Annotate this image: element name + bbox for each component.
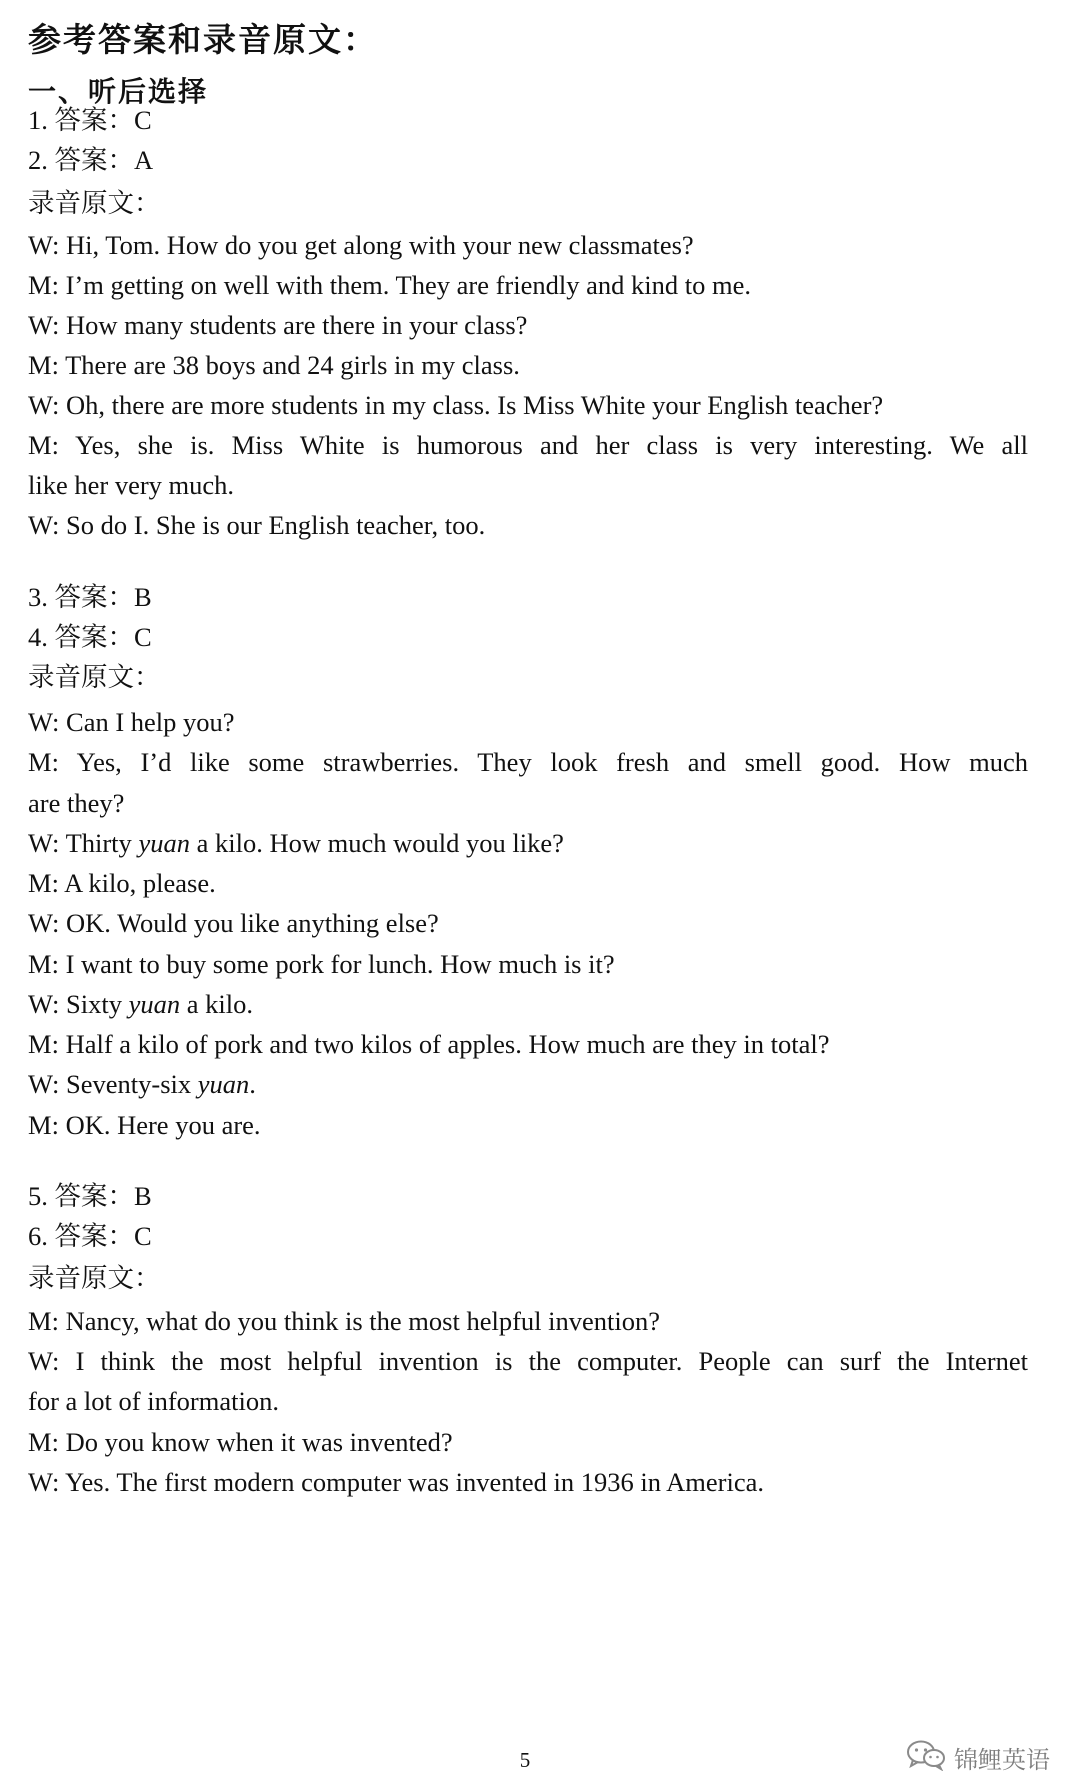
watermark-text: 锦鲤英语 [954,1745,1050,1774]
dialogue-line [28,746,1028,778]
dialogue-line [28,1109,261,1141]
speaker: W: [28,1467,60,1497]
speaker: M: [28,1029,59,1059]
answer-line [28,1180,152,1213]
answer-number: 6. [28,1221,48,1251]
dialogue-italic: yuan [128,989,181,1019]
speaker: W: [28,230,60,260]
dialogue-line [28,229,694,261]
dialogue-text-post: . [249,1069,256,1099]
section-title: 一、听后选择 [28,75,209,108]
dialogue-text-post: a kilo. How much would you like? [189,828,564,858]
dialogue-text-pre: Thirty [65,828,139,858]
answer-number: 4. [28,622,48,652]
answer-value: C [134,105,152,135]
dialogue-text: So do I. She is our English teacher, too. [66,510,486,540]
dialogue-line [28,389,883,421]
speaker: M: [28,747,59,777]
answer-label: 答案： [54,145,134,176]
dialogue-line [28,988,253,1020]
dialogue-continuation: like her very much. [28,470,235,500]
dialogue-italic: yuan [197,1069,250,1099]
dialogue-line [28,349,520,381]
speaker: M: [28,430,59,460]
answer-value: C [134,1221,152,1251]
speaker: W: [28,908,60,938]
dialogue-line [28,429,1028,461]
answer-line [28,581,152,614]
dialogue-text: There are 38 boys and 24 girls in my class. [65,350,520,380]
dialogue-text: Oh, there are more students in my class. Is Miss White your English teacher? [66,390,884,420]
transcript-label: 录音原文： [28,1263,161,1294]
dialogue-text: Hi, Tom. How do you get along with your new classmates? [66,230,694,260]
dialogue-text: Can I help you? [66,707,235,737]
dialogue-line [28,1305,660,1337]
speaker: W: [28,390,60,420]
dialogue-text: OK. Would you like anything else? [66,908,439,938]
dialogue-text: Nancy, what do you think is the most helpful invention? [65,1306,661,1336]
dialogue-line [28,1068,256,1100]
answer-line [28,621,152,654]
dialogue-text: Do you know when it was invented? [65,1427,453,1457]
dialogue-continuation: are they? [28,788,125,818]
speaker: W: [28,707,60,737]
answer-number: 2. [28,145,48,175]
speaker: W: [28,510,60,540]
speaker: M: [28,270,59,300]
watermark [906,1739,1050,1775]
page-number: 5 [519,1748,531,1772]
dialogue-italic: yuan [138,828,190,858]
dialogue-text: I’m getting on well with them. They are friendly and kind to me. [65,270,751,300]
dialogue-text: A kilo, please. [64,868,216,898]
speaker: M: [28,350,59,380]
answer-label: 答案： [54,105,134,136]
dialogue-text-post: a kilo. [180,989,254,1019]
dialogue-text: Yes, she is. Miss White is humorous and her class is very interesting. We all [75,430,1028,460]
speaker: W: [28,989,60,1019]
dialogue-text: OK. Here you are. [65,1110,261,1140]
transcript-label: 录音原文： [28,188,161,219]
answer-value: A [134,145,154,175]
answer-label: 答案： [54,582,134,613]
dialogue-line [28,827,564,859]
dialogue-line [28,1426,453,1458]
answer-number: 1. [28,105,48,135]
dialogue-text: Half a kilo of pork and two kilos of apples. How much are they in total? [65,1029,830,1059]
answer-label: 答案： [54,622,134,653]
answer-value: C [134,622,152,652]
answer-line [28,144,153,177]
speaker: M: [28,1306,59,1336]
answer-line [28,104,152,137]
dialogue-line [28,907,439,939]
answer-label: 答案： [54,1181,134,1212]
answer-value: B [134,582,152,612]
speaker: W: [28,1069,60,1099]
page-title: 参考答案和录音原文： [28,20,378,59]
dialogue-text: How many students are there in your class? [66,310,528,340]
speaker: W: [28,310,60,340]
dialogue-line [28,706,235,738]
dialogue-line [28,509,485,541]
speaker: M: [28,949,59,979]
dialogue-line [28,309,527,341]
dialogue-text-pre: Seventy-six [66,1069,198,1099]
answer-number: 5. [28,1181,48,1211]
speaker: W: [28,828,60,858]
dialogue-text: I want to buy some pork for lunch. How much is it? [65,949,615,979]
dialogue-text: Yes, I’d like some strawberries. They look fresh and smell good. How much [76,747,1028,777]
answer-line [28,1220,152,1253]
speaker: M: [28,1110,59,1140]
speaker: M: [28,1427,59,1457]
answer-number: 3. [28,582,48,612]
answer-value: B [134,1181,152,1211]
speaker: M: [28,868,59,898]
speaker: W: [28,1346,60,1376]
dialogue-line [28,269,751,301]
dialogue-line [28,948,615,980]
answer-label: 答案： [54,1221,134,1252]
dialogue-line [28,867,216,899]
dialogue-text: I think the most helpful invention is the computer. People can surf the Internet [75,1346,1029,1376]
dialogue-text-pre: Sixty [66,989,129,1019]
dialogue-text: Yes. The first modern computer was invented in 1936 in America. [65,1467,764,1497]
dialogue-continuation: for a lot of information. [28,1386,279,1416]
transcript-label: 录音原文： [28,662,161,693]
wechat-icon [906,1739,946,1775]
dialogue-line [28,1028,829,1060]
dialogue-line [28,1466,764,1498]
dialogue-line [28,1345,1028,1377]
